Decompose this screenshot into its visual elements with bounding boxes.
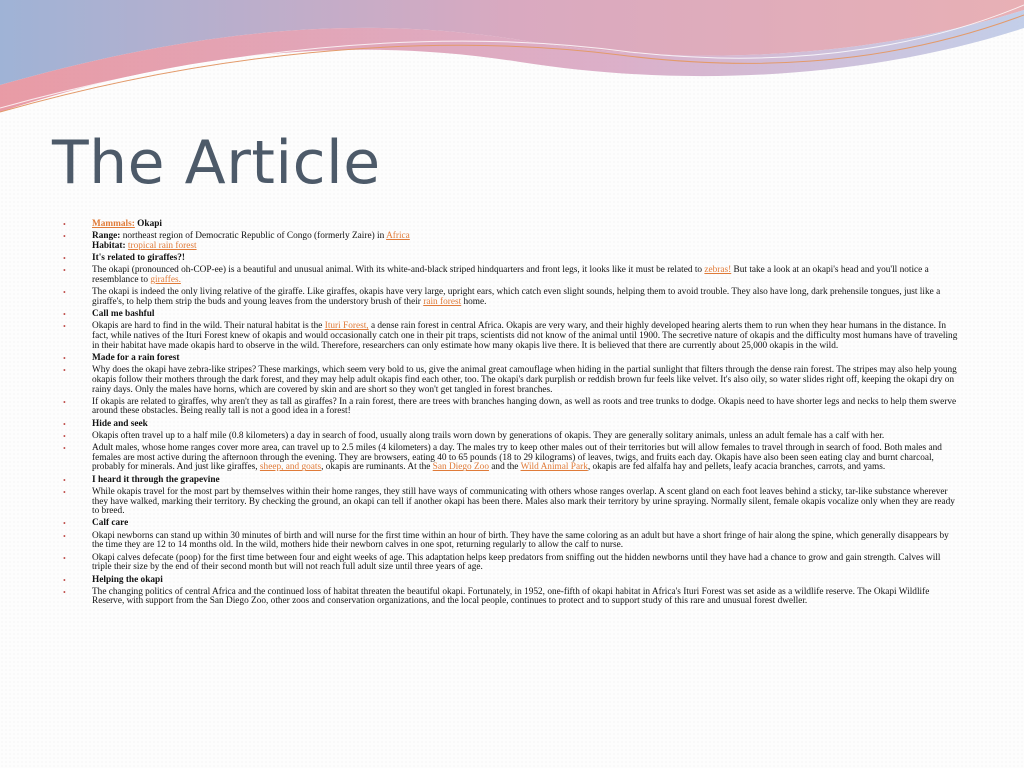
list-item: • Okapis are hard to find in the wild. Their natural habitat is the Ituri Forest, a dense rain forest in central Africa. Okapis are very wary, and their highly developed hearing alerts them to run when they hear humans in the distance. In fact, while natives of the Ituri Forest knew of okapis and would occasionally catch one in their pit traps, scientists did not know of the animal until 1900. The secretive nature of okapis and the difficulty most humans have of traveling in their habitat have made okapis hard to observe in the wild. Therefore, researchers can only estimate how many okapis live there. It is believed that there are currently about 25,000 okapis in the wild.	[63, 321, 958, 351]
link-zebras[interactable]: zebras!	[704, 265, 732, 276]
list-item: • The okapi (pronounced oh-COP-ee) is a beautiful and unusual animal. With its white-and-black striped hindquarters and front legs, it looks like it must be related to zebras! But take a look at an okapi's head and you'll notice a resemblance to giraffes.	[63, 265, 929, 286]
bullet-marker: •	[63, 266, 66, 276]
bullet-marker: •	[63, 254, 66, 264]
section-heading: • It's related to giraffes?!	[63, 253, 186, 264]
bullet-marker: •	[63, 419, 66, 429]
bullet-marker: •	[63, 322, 66, 332]
link-africa[interactable]: Africa	[386, 231, 410, 242]
list-item: • Okapi calves defecate (poop) for the first time between four and eight weeks of age. This adaptation helps keep predators from sniffing out the hidden newborns until they have had a chance to grow and gain strength. Calves will triple their size by the end of their second month but will not reach full adult size until three years of age.	[63, 552, 941, 573]
list-item: • Why does the okapi have zebra-like stripes? These markings, which seem very bold to us, give the animal great camouflage when hiding in the partial sunlight that filters through the dense rain forest. The stripes may also help young okapis follow their mothers through the dark forest, and they may help adult okapis find each other, too. The okapi's dark purplish or reddish brown fur feels like velvet. It's also oily, so water slides right off, keeping the okapi dry on rainy days. Only the males have horns, which are covered by skin and are short so they won't get tangled in forest branches.	[63, 365, 957, 395]
list-item: • Okapi newborns can stand up within 30 minutes of birth and will nurse for the first time within an hour of birth. They have the same coloring as an adult but have a short fringe of hair along the spine, which generally disappears by the time they are 12 to 14 months old. In the wild, mothers hide their newborn calves in one spot, returning regularly to allow the calf to nurse.	[63, 530, 949, 551]
bullet-marker: •	[63, 519, 66, 529]
section-heading: • Calf care	[63, 518, 129, 529]
link-mammals[interactable]: Mammals:	[92, 219, 135, 229]
bullet-marker: •	[63, 431, 66, 441]
link-giraffes[interactable]: giraffes.	[150, 275, 181, 286]
link-ituri-forest[interactable]: Ituri Forest,	[324, 321, 369, 332]
link-tropical-rain-forest[interactable]: tropical rain forest	[127, 240, 197, 251]
bullet-marker: •	[63, 444, 66, 454]
bullet-marker: •	[63, 397, 66, 407]
section-heading: • Made for a rain forest	[63, 352, 180, 363]
list-item: • Okapis often travel up to a half mile (0.8 kilometers) a day in search of food, usually along trails worn down by generations of okapis. They are generally solitary animals, unless an adult female has a calf with her.	[63, 430, 885, 441]
bullet-marker: •	[63, 310, 66, 320]
list-item: • Adult males, whose home ranges cover more area, can travel up to 2.5 miles (4 kilometers) a day. The males try to keep other males out of their territories but will allow females to travel through in search of food. Both males and females are most active during the afternoon through the evening. They are browsers, eating 40 to 65 pounds (18 to 29 kilograms) of leaves, twigs, and fruits each day. Okapis have also been seen eating clay and burnt charcoal, probably for minerals. And just like giraffes, sheep, and goats, okapis are ruminants. At the San Diego Zoo and the Wild Animal Park, okapis are fed alfalfa hay and pellets, leafy acacia branches, carrots, and yams.	[63, 443, 942, 473]
bullet-marker: •	[63, 531, 66, 541]
bullet-marker: •	[63, 353, 66, 363]
link-rain-forest[interactable]: rain forest	[423, 296, 462, 307]
link-sheep-and-goats[interactable]: sheep, and goats	[259, 462, 322, 473]
bullet-marker: •	[63, 475, 66, 485]
bullet-marker: •	[63, 366, 66, 376]
bullet-marker: •	[63, 487, 66, 497]
list-item: • Range: northeast region of Democratic Republic of Congo (formerly Zaire) in Africa Habitat: tropical rain forest	[63, 231, 410, 251]
bullet-marker: •	[63, 220, 66, 229]
bullet-list	[63, 219, 962, 610]
section-heading: • I heard it through the grapevine	[63, 474, 220, 485]
bullet-marker: •	[63, 587, 66, 597]
header-swoosh-decoration	[0, 0, 1024, 120]
slide-title: The Article	[52, 128, 381, 198]
link-wild-animal-park[interactable]: Wild Animal Park	[520, 462, 588, 473]
bullet-marker: •	[63, 553, 66, 563]
bullet-marker: •	[63, 575, 66, 585]
section-heading: • Call me bashful	[63, 309, 155, 320]
section-heading: • Hide and seek	[63, 418, 148, 429]
list-item: • The changing politics of central Africa and the continued loss of habitat threaten the beautiful okapi. Fortunately, in 1952, one-fifth of okapi habitat in Africa's Ituri Forest was set aside as a wildlife reserve. The Okapi Wildlife Reserve, with support from the San Diego Zoo, other zoos and conservation organizations, and the local people, continues to protect and to support study of this rare and unusual forest dweller.	[63, 586, 930, 607]
list-item: • While okapis travel for the most part by themselves within their home ranges, they still have ways of communicating with others whose ranges overlap. A scent gland on each foot leaves behind a sticky, tar-like substance wherever they have walked, marking their territory. By checking the ground, an okapi can tell if another okapi has been there. Males also mark their territory by urine spraying. Normally silent, female okapis vocalize only when they are ready to breed.	[63, 486, 955, 517]
list-item: • The okapi is indeed the only living relative of the giraffe. Like giraffes, okapis have very large, upright ears, which catch even slight sounds, helping them to avoid trouble. They also have long, dark prehensile tongues, just like a giraffe's, to help them strip the buds and young leaves from the understory brush of their rain forest home.	[63, 287, 941, 307]
list-item: • If okapis are related to giraffes, why aren't they as tall as giraffes? In a rain forest, there are trees with branches hanging down, as well as roots and tree trunks to dodge. Okapis need to have shorter legs and necks to help them swerve around these obstacles. Being really tall is not a good idea in a forest!	[63, 396, 957, 417]
link-san-diego-zoo[interactable]: San Diego Zoo	[432, 462, 489, 473]
bullet-marker: •	[63, 288, 66, 298]
bullet-marker: •	[63, 232, 66, 242]
list-item: • Mammals: Okapi	[63, 219, 162, 229]
section-heading: • Helping the okapi	[63, 574, 163, 585]
